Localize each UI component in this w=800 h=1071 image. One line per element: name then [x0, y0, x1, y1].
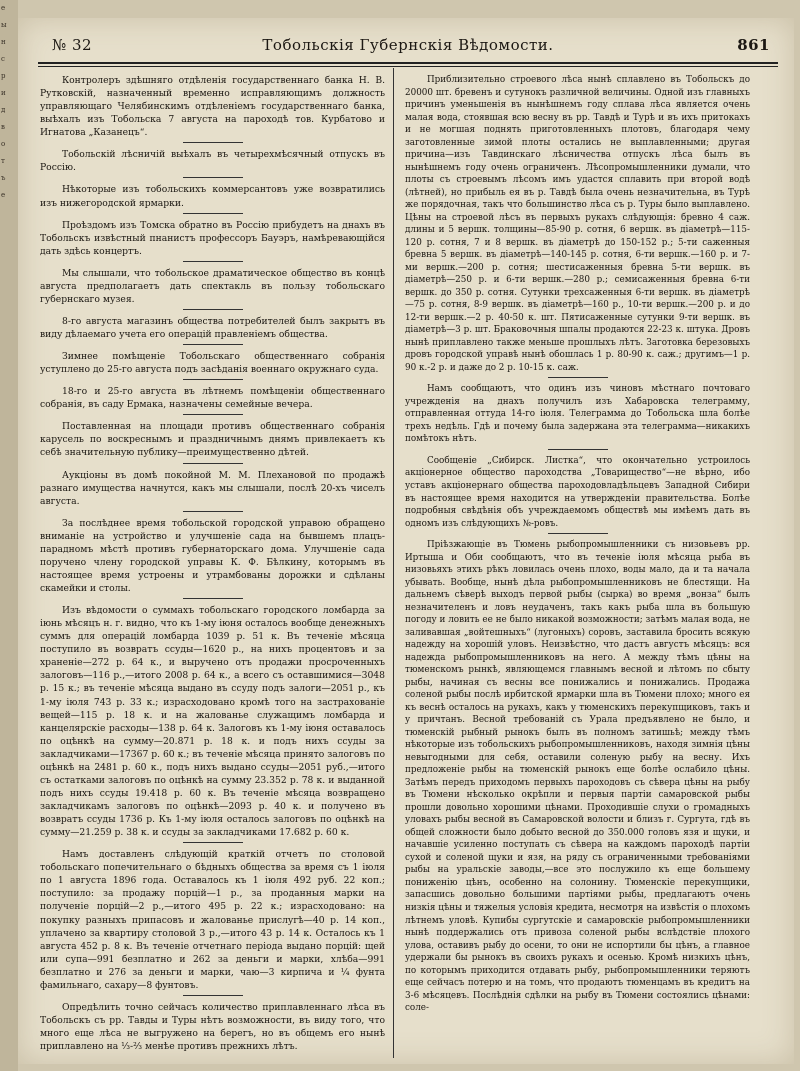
header-rule — [38, 62, 778, 64]
news-item: Намъ доставленъ слѣдующій краткій отчетъ по столовой тобольскаго попечительнаго о бѣдныхъ общества за время съ 1 іюля по 1 августа 1896 года. Оставалось къ 1 іюля 492 руб. 22 коп.; поступило: за продажу порцій—1 р., за проданныя марки на полученіе порцій—2 р.,—итого 495 р. 22 к.; израсходовано: на покупку разныхъ припасовъ и жалованье прислугѣ—40 р. 14 коп., уплачено за квартиру столовой 3 р.,—итого 43 р. 14 к. Осталось къ 1 августа 452 р. 8 к. Въ теченіе отчетнаго періода выдано порцій: щей или супа—991 безплатно и 262 за деньги и марки, хлѣба—991 безплатно и 276 за деньги и марки, чаю—3 кирпича и ¼ фунта фамильнаго, сахару—8 фунтовъ. — [40, 849, 385, 991]
header-rule-thin — [38, 66, 778, 67]
margin-fragment: ы — [1, 21, 7, 29]
news-item: Мы слышали, что тобольское драматическое общество въ концѣ августа предполагаетъ дать спектакль въ пользу тобольскаго губернскаго музея. — [40, 267, 385, 305]
news-item: Тобольскій лѣсничій выѣхалъ въ четырехмѣсячный отпускъ въ Россію. — [40, 149, 385, 174]
margin-fragment: ъ — [1, 174, 6, 182]
news-item: Приблизительно строевого лѣса нынѣ сплавлено въ Тобольскъ до 20000 шт. бревенъ и сутунокъ различной величины. Одной изъ главныхъ причинъ уменьшенія въ нынѣшнемъ году сплава лѣса является очень малая вода, стоявшая всю весну въ рр. Тавдѣ и Турѣ и въ ихъ притокахъ и не могшая поднять приготовленныхъ плотовъ, благодаря чему заготовленные зимой плоты остались не выплавленными; другая причина—изъ Тавдинскаго лѣсничества отпускъ лѣса былъ въ нынѣшнемъ году очень ограниченъ. Лѣсопромышленники думали, что плоты съ строевымъ лѣсомъ имъ удастся сплавить при второй водѣ (лѣтней), но прибыль ея въ р. Тавдѣ была очень незначительна, въ Турѣ же порядочная, такъ что большинство лѣса съ р. Туры было выплавлено. Цѣны на строевой лѣсъ въ первыхъ рукахъ слѣдующія: бревно 4 саж. длины и 5 вершк. толщины—85-90 р. сотня, 6 вершк. въ діаметрѣ—115-120 р. сотня, 7 и 8 вершк. въ діаметрѣ до 150-152 р.; 5-ти саженныя бревна 5 вершк. въ діаметрѣ—140-145 р. сотня, 6-ти вершк.—160 р. и 7-ми вершк.—200 р. сотня; шестисаженныя бревна 5-ти вершк. въ діаметрѣ—250 р. и 6-ти вершк.—280 р.; семисаженныя бревна 6-ти вершк. до 350 р. сотня. Сутунки трехсаженныя 6-ти вершк. въ діаметрѣ—75 р. сотня, 8-9 вершк. въ діаметрѣ—160 р., 10-ти вершк.—200 р. и до 12-ти вершк.—2 р. 40-50 к. шт. Пятисаженные сутунки 9-ти вершк. въ діаметрѣ—3 р. шт. Браковочныя шпалы продаются 22-23 к. штука. Дровъ нынѣ приплавлено также меньше прошлыхъ лѣтъ. Заготовка березовыхъ дровъ городской управѣ нынѣ обошлась 1 р. 80-90 к. саж.; другимъ—1 р. 90 к.-2 р. и даже до 2 р. 10-15 к. саж. — [405, 75, 750, 373]
item-separator — [183, 414, 243, 415]
item-separator — [183, 379, 243, 380]
item-separator — [183, 463, 243, 464]
item-separator — [183, 842, 243, 843]
news-item: Опредѣлить точно сейчасъ количество приплавленнаго лѣса въ Тобольскъ съ рр. Тавды и Туры нѣтъ возможности, въ виду того, что много еще лѣса не выгружено на берегъ, но въ общемъ его нынѣ приплавлено на ⅓-⅔ менѣе противъ прежнихъ лѣтъ. — [40, 1001, 385, 1053]
margin-fragment: е — [1, 4, 6, 12]
margin-fragment: и — [1, 89, 6, 97]
item-separator — [548, 533, 608, 534]
page-number: 861 — [737, 36, 770, 54]
item-separator — [183, 213, 243, 214]
news-item: Контролеръ здѣшняго отдѣленія государственнаго банка Н. В. Рутковскій, назначенный временно исправляющимъ должность управляющаго Челябинскимъ отдѣленіемъ государственнаго банка, выѣхалъ изъ Тобольска 7 августа на пароходѣ тов. Курбатово и Игнатова „Казанецъ“. — [40, 75, 385, 139]
news-item: Зимнее помѣщеніе Тобольскаго общественнаго собранія уступлено до 25-го августа подъ засѣданія военнаго окружнаго суда. — [40, 351, 385, 376]
news-item: Проѣздомъ изъ Томска обратно въ Россію прибудетъ на днахъ въ Тобольскъ извѣстный пнанистъ профессоръ Бауэръ, намѣревающійся дать здѣсь концертъ. — [40, 219, 385, 257]
right-column — [405, 74, 750, 1017]
news-item: Пріѣзжающіе въ Тюмень рыбопромышленники съ низовьевъ рр. Иртыша и Оби сообщаютъ, что въ теченіе іюля мѣсяца рыба въ низовьяхъ этихъ рѣкъ ловилась очень плохо, воды мало, да и та начала убывать. Вообще, нынѣ дѣла рыбопромышленниковъ не блестящи. На дальнемъ сѣверѣ выходъ первой рыбы (сырка) во время „вонза“ былъ незначителенъ и ловъ неудаченъ, такъ какъ рыба шла въ большую погоду и ловить ее не было никакой возможности; затѣмъ малая вода, не заливавшая „войтешныхъ“ (лугоныхъ) соровъ, заставила бросить всякую надежду на хорошій уловъ. Неизвѣстно, что дастъ августъ мѣсяцъ: вся надежда рыбопромышленниковъ на него. А между тѣмъ цѣны на тюменскомъ рынкѣ, являющемся главнымъ весной и лѣтомъ по сбыту рыбы, начиная съ весны все понижались и понижались. Продажа соленой рыбы послѣ ирбитской ярмарки шла въ Тюмени плохо; много ея къ веснѣ осталось на рукахъ, какъ у тюменскихъ перекупщиковъ, такъ и у причтанъ. Весной требованій съ Урала предъявлено не было, и тюменскій рыбный рынокъ былъ въ полномъ затишьѣ; между тѣмъ нѣкоторые изъ тобольскихъ рыбопромышленниковъ, находя зимнія цѣны невыгодными для себя, оставили соленую рыбу на весну. Ихъ предложеніе рыбы на тюменскій рынокъ еще болѣе ослабило цѣны. Затѣмъ передъ приходомъ первыхъ пароходовъ съ сѣвера цѣны на рыбу въ Тюмени нѣсколько окрѣпли и первыя партіи самаровской рыбы прошли довольно хорошими цѣнами. Проходившіе слухи о громадныхъ уловахъ рыбы весной въ Самаровской волости и близъ г. Сургута, гдѣ въ общей сложности было добыто весной до 350.000 головъ язя и щуки, и начавшіе усиленно поступать съ сѣвера на каждомъ пароходѣ партіи сухой и соленой щуки и язя, на ряду съ ограниченными требованіями рыбы на уральскіе заводы,—все это послужило къ еще большему пониженію цѣнъ, особенно на солонину. Тюменскіе перекупщики, запасшись довольно большими партіями рыбы, предлагаютъ очень низкія цѣны и тяжелыя условія кредита, несмотря на извѣстія о плохомъ лѣтнемъ уловѣ. Купибы сургутскіе и самаровскіе рыбопромышленники нынѣ поддержались отъ привоза соленой рыбы вслѣдствіе плохого улова, оставивъ рыбу до осени, то они не испортили бы цѣнъ, а главное удержали бы рынокъ въ своихъ рукахъ и осенью. Кромѣ низкихъ цѣнъ, по которымъ приходится отдавать рыбу, рыбопромышленники теряютъ еще сейчасъ потерю и на томъ, что продаютъ тюменцамъ въ кредитъ на 3-6 мѣсяцевъ. Послѣднія сдѣлки на рыбу въ Тюмени состоялись цѣнами: соле- — [405, 540, 750, 1014]
item-separator — [183, 309, 243, 310]
margin-fragment: д — [1, 106, 6, 114]
item-separator — [183, 261, 243, 262]
news-item: Аукціоны въ домѣ покойной М. М. Плехановой по продажѣ разнаго имущества начнутся, какъ мы слышали, послѣ 20-хъ чиселъ августа. — [40, 469, 385, 507]
margin-fragment: е — [1, 191, 6, 199]
margin-fragment: о — [1, 140, 6, 148]
news-item: 8-го августа магазинъ общества потребителей былъ закрытъ въ виду дѣлаемаго учета его операцій правленіемъ общества. — [40, 315, 385, 340]
news-item: Изъ вѣдомости о суммахъ тобольскаго городского ломбарда за іюнь мѣсяцъ н. г. видно, что къ 1-му іюня осталось вообще денежныхъ суммъ для операцій ломбарда 1039 р. 51 к. Въ теченіе мѣсяца поступило въ возвратъ ссуды—1620 р., на нихъ процентовъ и за храненіе—272 р. 64 к., и выручено отъ продажи просроченныхъ залоговъ—116 р.,—итого 2008 р. 64 к., а всего съ оставшимися—3048 р. 15 к.; въ теченіе мѣсяца выдано въ ссуду подъ залоги—2051 р., къ 1-му іюля 743 р. 33 к.; израсходовано кромѣ того на застрахованіе вещей—115 р. 18 к. и на жалованье служащимъ ломбарда и канцелярскіе расходы—138 р. 64 к. Залоговъ къ 1-му іюня оставалось по оцѣнкѣ на сумму—20.871 р. 18 к. и подъ нихъ ссуды за закладчиками—17367 р. 60 к.; въ теченіе мѣсяца принято залоговъ по оцѣнкѣ на 2481 р. 60 к., подъ нихъ выдано ссуды—2051 руб.,—итого съ остатками залоговъ по оцѣнкѣ на сумму 23.352 р. 78 к. и выданной подъ нихъ ссуды 19.418 р. 60 к. Въ теченіе мѣсяца возвращено закладчикамъ залоговъ по оцѣнкѣ—2093 р. 40 к. и получено въ возвратъ ссуды 1736 р. Къ 1-му іюля осталось залоговъ по оцѣнкѣ на сумму—21.259 р. 38 к. и ссуды за закладчиками 17.682 р. 60 к. — [40, 605, 385, 839]
left-column — [40, 74, 385, 1055]
item-separator — [548, 449, 608, 450]
page-header — [38, 32, 778, 58]
news-item: Намъ сообщаютъ, что одинъ изъ чиновъ мѣстнаго почтоваго учрежденія на днахъ получилъ изъ Хабаровска телеграмму, отправленная оттуда 14-го іюля. Телеграмма до Тобольска шла болѣе трехъ недѣль. Гдѣ и почему была задержана эта телеграмма—никакихъ помѣтокъ нѣтъ. — [405, 384, 750, 445]
news-item: Нѣкоторые изъ тобольскихъ коммерсантовъ уже возвратились изъ нижегородской ярмарки. — [40, 184, 385, 209]
item-separator — [183, 177, 243, 178]
item-separator — [183, 995, 243, 996]
margin-fragment: т — [1, 157, 5, 165]
item-separator — [183, 598, 243, 599]
column-divider — [393, 68, 394, 1058]
margin-fragment: н — [1, 38, 6, 46]
newspaper-title: Тобольскія Губернскія Вѣдомости. — [262, 36, 554, 54]
item-separator — [183, 142, 243, 143]
item-separator — [548, 377, 608, 378]
margin-fragment: р — [1, 72, 6, 80]
margin-fragment: в — [1, 123, 5, 131]
news-item: Сообщеніе „Сибирск. Листка“, что окончательно устроилось акціонерное общество пароходства „Товарищество“—не вѣрно, ибо уставъ акціонернаго общества пароходовладѣльцевъ Западной Сибири въ настоящее время находится на утвержденіи правительства. Болѣе подробныя свѣдѣнія объ учреждаемомъ обществѣ мы имѣемъ дать въ одномъ изъ слѣдующихъ №-ровъ. — [405, 455, 750, 529]
item-separator — [183, 344, 243, 345]
news-item: Поставленная на площади противъ общественнаго собранія карусель по воскреснымъ и праздничнымъ днямъ привлекаетъ къ себѣ значительную публику—преимущественно дѣтей. — [40, 421, 385, 459]
news-item: 18-го и 25-го августа въ лѣтнемъ помѣщеніи общественнаго собранія, въ саду Ермака, назначены семейные вечера. — [40, 386, 385, 411]
issue-number: № 32 — [52, 36, 93, 54]
previous-page-edge — [0, 0, 18, 1071]
news-item: За послѣднее время тобольской городской управою обращено вниманіе на устройство и улучшеніе сада на бывшемъ плацъ-парадномъ мѣстѣ противъ губернаторскаго дома. Улучшеніе сада поручено члену городской управы К. Ф. Бѣлкину, которымъ въ настоящее время устроены и утрамбованы дорожки и сдѣланы скамейки и столы. — [40, 517, 385, 594]
newspaper-page — [18, 18, 794, 1064]
item-separator — [183, 511, 243, 512]
margin-fragment: с — [1, 55, 5, 63]
